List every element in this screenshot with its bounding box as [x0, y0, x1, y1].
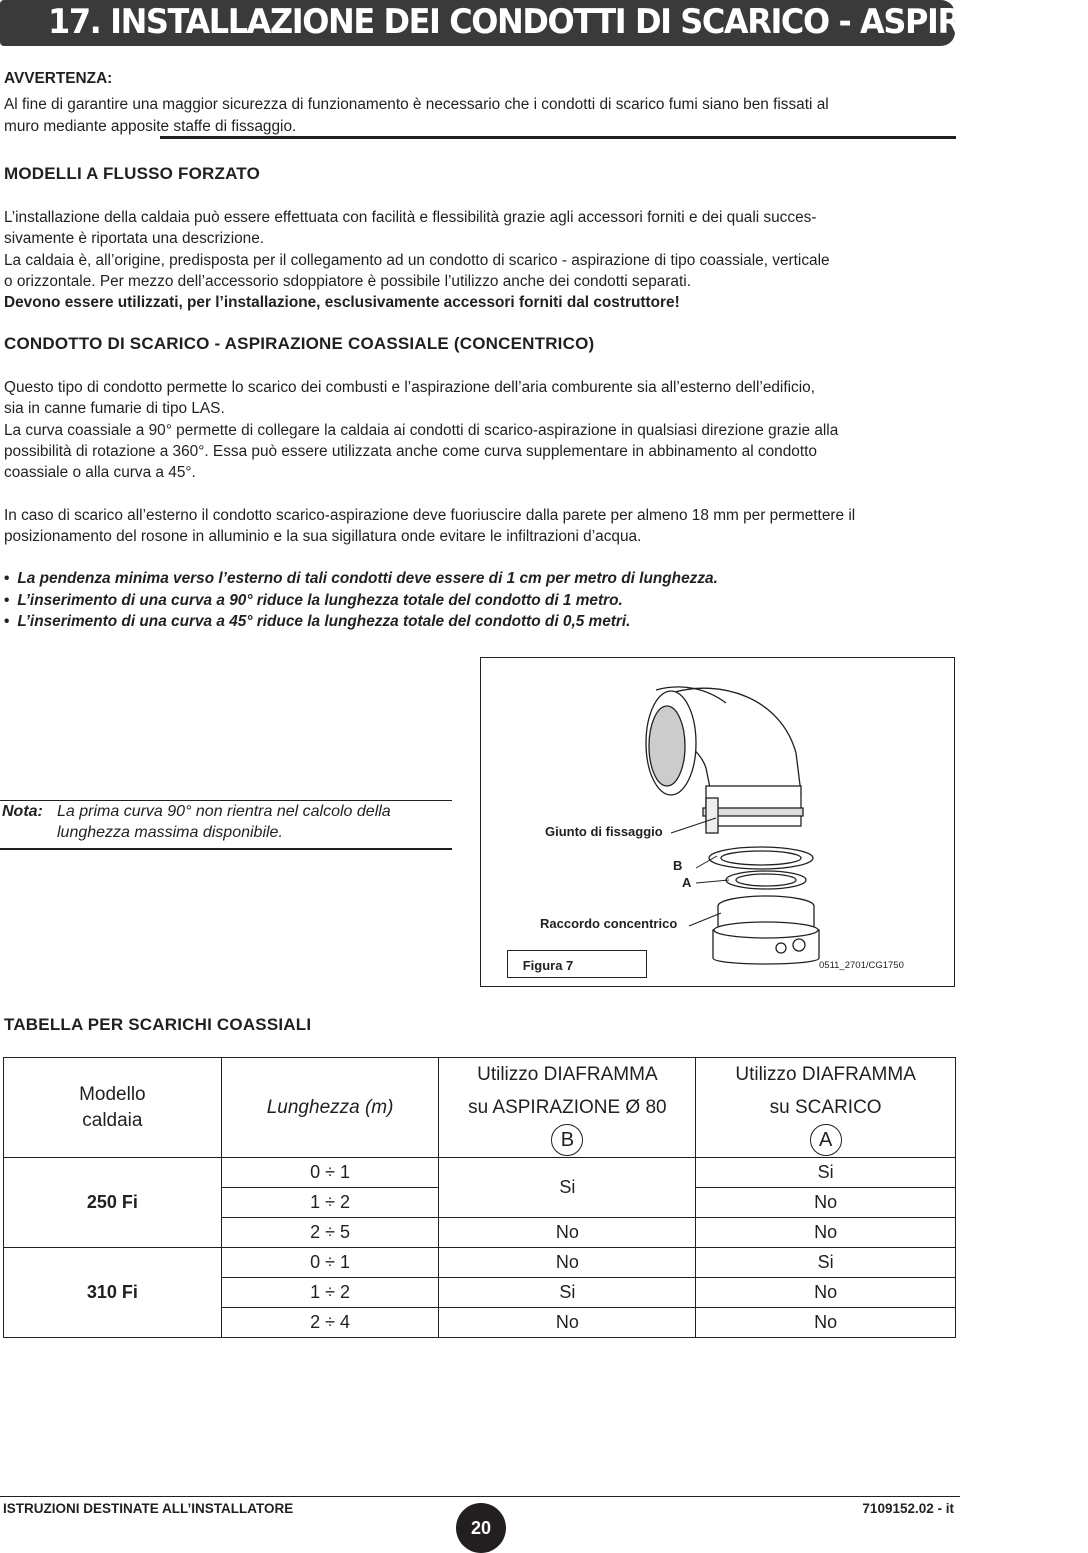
- col-header-intake: [439, 1058, 696, 1158]
- label-a: A: [682, 875, 692, 890]
- length-cell: 2 ÷ 4: [221, 1308, 439, 1338]
- paragraph-line: sia in canne fumarie di tipo LAS.: [4, 400, 225, 417]
- section-heading-coaxial: CONDOTTO DI SCARICO - ASPIRAZIONE COASSIALE (CONCENTRICO): [4, 334, 595, 353]
- col-header-exhaust-line-1: Utilizzo DIAFRAMMA: [735, 1064, 916, 1085]
- note-text-line-2: lunghezza massima disponibile.: [57, 824, 283, 841]
- footer-right-text: 7109152.02 - it: [862, 1501, 954, 1516]
- symbol-b: B: [551, 1124, 583, 1156]
- intake-cell: Si: [439, 1158, 696, 1218]
- label-b: B: [673, 858, 683, 873]
- length-cell: 2 ÷ 5: [221, 1218, 439, 1248]
- figure-code: 0511_2701/CG1750: [819, 960, 904, 971]
- paragraph-line: sivamente è riportata una descrizione.: [4, 230, 265, 247]
- paragraph-line: Questo tipo di condotto permette lo scarico dei combusti e l’aspirazione dell’aria comburente sia all’esterno dell’edificio,: [4, 379, 815, 396]
- bullet-item: • L’inserimento di una curva a 90° riduce la lunghezza totale del condotto di 1 metro.: [4, 590, 718, 612]
- bullet-item: • La pendenza minima verso l’esterno di tali condotti deve essere di 1 cm per metro di lunghezza.: [4, 568, 718, 590]
- intake-cell: Si: [439, 1278, 696, 1308]
- table-header-row: [4, 1058, 956, 1158]
- table-row: [4, 1248, 956, 1278]
- paragraph-line: coassiale o alla curva a 45°.: [4, 464, 196, 481]
- table-title: TABELLA PER SCARICHI COASSIALI: [4, 1015, 312, 1034]
- exhaust-cell: No: [696, 1278, 956, 1308]
- col-header-intake-line-1: Utilizzo DIAFRAMMA: [477, 1064, 658, 1085]
- intake-cell: No: [439, 1308, 696, 1338]
- exhaust-cell: Si: [696, 1248, 956, 1278]
- figure-caption: Figura 7: [522, 958, 574, 973]
- model-cell: 310 Fi: [4, 1248, 222, 1338]
- warning-text-line-1: Al fine di garantire una maggior sicurezza di funzionamento è necessario che i condotti di scarico fumi siano ben fissati al: [4, 96, 829, 113]
- figure-box: [480, 657, 955, 987]
- paragraph-line: o orizzontale. Per mezzo dell’accessorio sdoppiatore è possibile l’utilizzo anche dei condotti separati.: [4, 273, 691, 290]
- paragraph-line: possibilità di rotazione a 360°. Essa può essere utilizzata anche come curva supplementare in abbinamento al condotto: [4, 443, 817, 460]
- inner-pipe: [649, 706, 685, 786]
- exhaust-cell: No: [696, 1218, 956, 1248]
- exhaust-cell: No: [696, 1308, 956, 1338]
- bullet-item: • L’inserimento di una curva a 45° riduce la lunghezza totale del condotto di 0,5 metri.: [4, 611, 718, 633]
- figure-caption-box: [507, 950, 647, 978]
- coaxial-elbow-illustration: [481, 658, 954, 986]
- model-cell: 250 Fi: [4, 1158, 222, 1248]
- col-header-model: [4, 1058, 222, 1158]
- note-box: [0, 800, 452, 850]
- paragraph-line: La caldaia è, all’origine, predisposta per il collegamento ad un condotto di scarico - aspirazione di tipo coassiale, verticale: [4, 252, 830, 269]
- length-cell: 0 ÷ 1: [221, 1158, 439, 1188]
- section-heading-forced-flow: MODELLI A FLUSSO FORZATO: [4, 164, 261, 183]
- paragraph-line-bold: Devono essere utilizzati, per l’installazione, esclusivamente accessori forniti dal costruttore!: [4, 294, 680, 311]
- length-cell: 1 ÷ 2: [221, 1278, 439, 1308]
- paragraph-line: posizionamento del rosone in alluminio e la sua sigillatura onde evitare le infiltrazioni d’acqua.: [4, 528, 642, 545]
- length-cell: 0 ÷ 1: [221, 1248, 439, 1278]
- warning-heading: AVVERTENZA:: [4, 70, 113, 87]
- footer-divider: [0, 1496, 960, 1497]
- col-header-length: Lunghezza (m): [221, 1058, 439, 1158]
- note-text-line-1: La prima curva 90° non rientra nel calcolo della: [57, 803, 391, 820]
- coaxial-exhaust-table: [3, 1057, 956, 1338]
- symbol-a: A: [810, 1124, 842, 1156]
- footer-left-text: ISTRUZIONI DESTINATE ALL’INSTALLATORE: [3, 1501, 294, 1516]
- col-header-model-line-1: Modello: [79, 1083, 146, 1105]
- label-raccordo: Raccordo concentrico: [540, 916, 678, 931]
- col-header-model-line-2: caldaia: [82, 1109, 143, 1131]
- exhaust-cell: Si: [696, 1158, 956, 1188]
- paragraph-line: L’installazione della caldaia può essere effettuata con facilità e flessibilità grazie agli accessori forniti e dei quali succes-: [4, 209, 817, 226]
- col-header-exhaust: [696, 1058, 956, 1158]
- note-label: Nota:: [2, 803, 43, 820]
- intake-cell: No: [439, 1218, 696, 1248]
- page-title: 17. INSTALLAZIONE DEI CONDOTTI DI SCARICO - ASPIRAZIONE: [48, 2, 1088, 42]
- warning-divider: [160, 136, 956, 139]
- label-giunto: Giunto di fissaggio: [545, 824, 663, 839]
- length-cell: 1 ÷ 2: [221, 1188, 439, 1218]
- table-row: [4, 1158, 956, 1188]
- page-number-badge: 20: [456, 1503, 506, 1553]
- exhaust-cell: No: [696, 1188, 956, 1218]
- intake-cell: No: [439, 1248, 696, 1278]
- paragraph-line: La curva coassiale a 90° permette di collegare la caldaia ai condotti di scarico-aspirazione in qualsiasi direzione grazie alla: [4, 422, 839, 439]
- bullet-list: [4, 568, 718, 633]
- col-header-exhaust-line-2: su SCARICO: [769, 1097, 882, 1118]
- section-title-banner: [0, 0, 1088, 46]
- paragraph-line: In caso di scarico all’esterno il condotto scarico-aspirazione deve fuoriuscire dalla parete per almeno 18 mm per permettere il: [4, 507, 856, 524]
- col-header-intake-line-2: su ASPIRAZIONE Ø 80: [468, 1097, 667, 1118]
- warning-text-line-2: muro mediante apposite staffe di fissaggio.: [4, 118, 297, 135]
